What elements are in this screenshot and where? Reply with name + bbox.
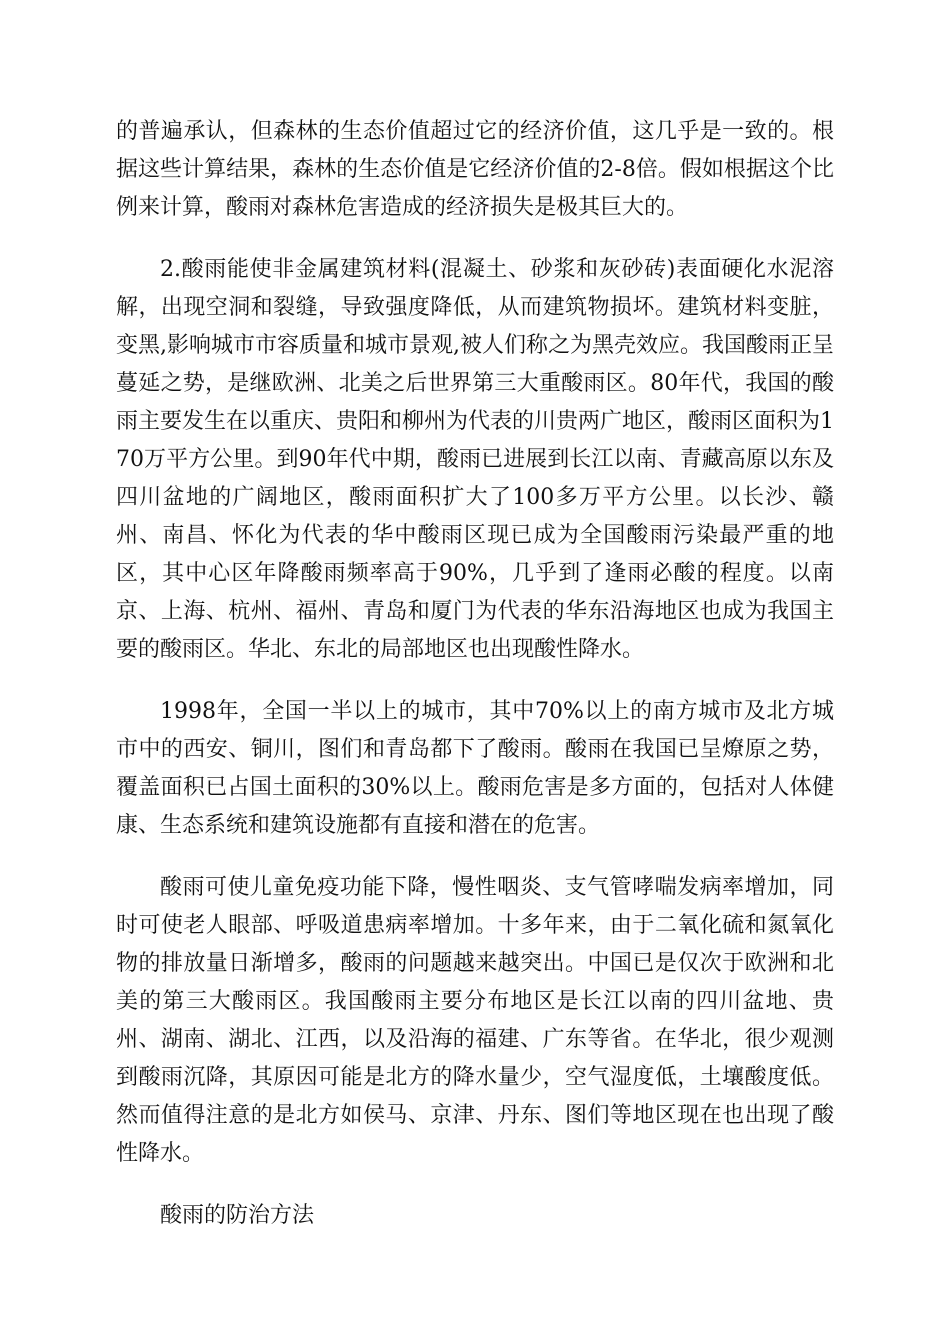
paragraph-health-effects: 酸雨可使儿童免疫功能下降，慢性咽炎、支气管哮喘发病率增加，同时可使老人眼部、呼吸道患病率增加。十多年来，由于二氧化硫和氮氧化物的排放量日渐增多，酸雨的问题越来越突出。中国已是仅次于欧洲和北美的第三大酸雨区。我国酸雨主要分布地区是长江以南的四川盆地、贵州、湖南、湖北、江西，以及沿海的福建、广东等省。在华北，很少观测到酸雨沉降，其原因可能是北方的降水量少，空气湿度低，土壤酸度低。然而值得注意的是北方如侯马、京津、丹东、图们等地区现在也出现了酸性降水。 xyxy=(116,875,834,1166)
document-body xyxy=(116,113,834,1235)
section-heading: 酸雨的防治方法 xyxy=(160,1203,315,1228)
paragraph-forest-value: 的普遍承认，但森林的生态价值超过它的经济价值，这几乎是一致的。根据这些计算结果，森林的生态价值是它经济价值的2-8倍。假如根据这个比例来计算，酸雨对森林危害造成的经济损失是极其巨大的。 xyxy=(116,119,834,220)
paragraph-1998-coverage: 1998年，全国一半以上的城市，其中70%以上的南方城市及北方城市中的西安、铜川，图们和青岛都下了酸雨。酸雨在我国已呈燎原之势，覆盖面积已占国土面积的30%以上。酸雨危害是多方面的，包括对人体健康、生态系统和建筑设施都有直接和潜在的危害。 xyxy=(116,699,834,838)
paragraph-building-damage: 2.酸雨能使非金属建筑材料(混凝土、砂浆和灰砂砖)表面硬化水泥溶解，出现空洞和裂缝，导致强度降低，从而建筑物损坏。建筑材料变脏，变黑,影响城市市容质量和城市景观,被人们称之为黑壳效应。我国酸雨正呈蔓延之势，是继欧洲、北美之后世界第三大重酸雨区。80年代，我国的酸雨主要发生在以重庆、贵阳和柳州为代表的川贵两广地区，酸雨区面积为170万平方公里。到90年代中期，酸雨已进展到长江以南、青藏高原以东及四川盆地的广阔地区，酸雨面积扩大了100多万平方公里。以长沙、赣州、南昌、怀化为代表的华中酸雨区现已成为全国酸雨污染最严重的地区，其中心区年降酸雨频率高于90%，几乎到了逢雨必酸的程度。以南京、上海、杭州、福州、青岛和厦门为代表的华东沿海地区也成为我国主要的酸雨区。华北、东北的局部地区也出现酸性降水。 xyxy=(116,257,834,662)
